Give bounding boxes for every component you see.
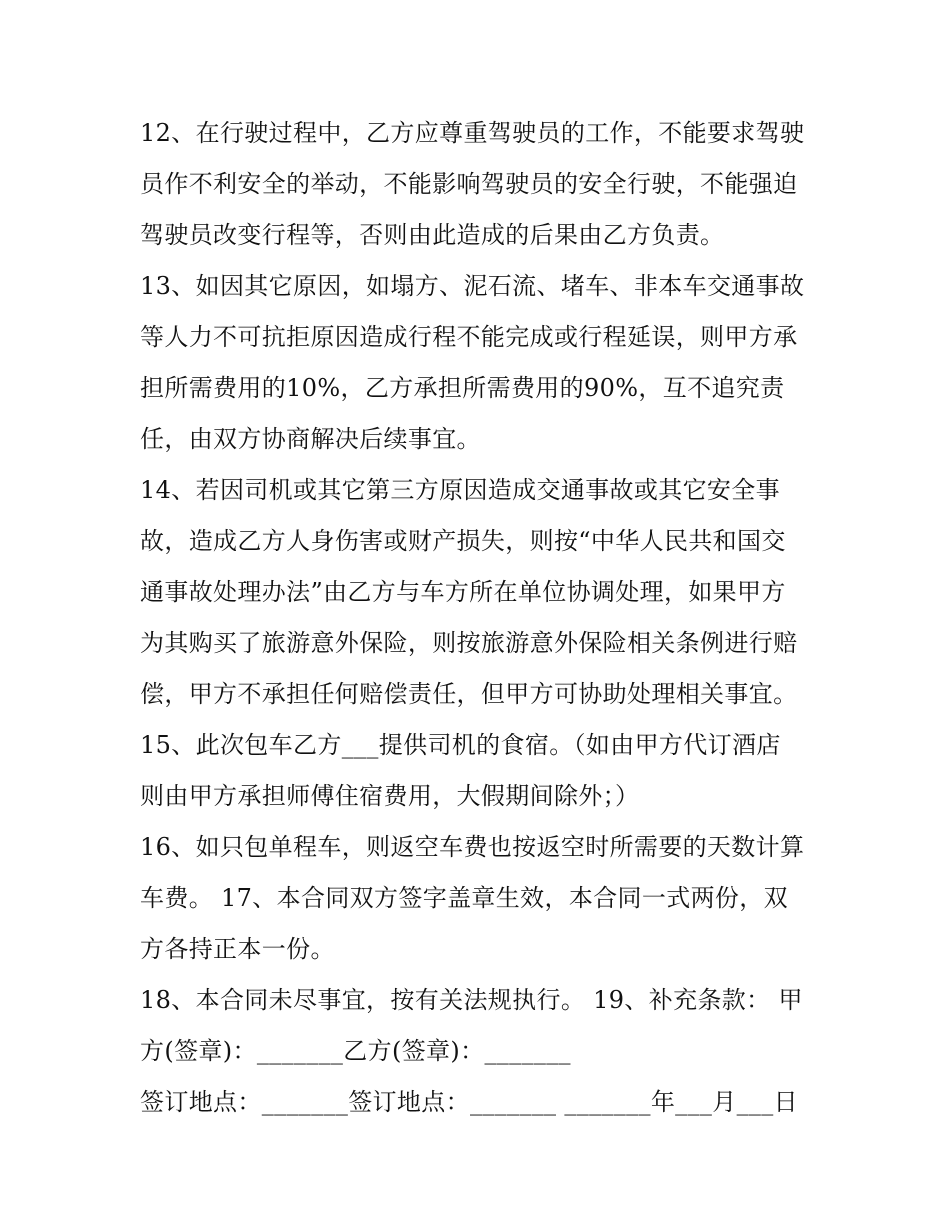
text-line-9: 故，造成乙方人身伤害或财产损失，则按“中华人民共和国交 [140, 527, 786, 555]
text-line-17: 方各持正本一份。 [140, 935, 335, 963]
text-line-15: 16、如只包单程车，则返空车费也按返空时所需要的天数计算 [140, 833, 805, 861]
document-page [140, 108, 820, 1128]
text-line-19: 方(签章)：_______乙方(签章)：_______ [140, 1037, 571, 1065]
text-line-3: 驾驶员改变行程等，否则由此造成的后果由乙方负责。 [140, 221, 725, 249]
text-line-4: 13、如因其它原因，如塌方、泥石流、堵车、非本车交通事故 [140, 272, 805, 300]
text-line-20: 签订地点：_______签订地点：_______ _______年___月___日 [140, 1088, 798, 1116]
text-line-11: 为其购买了旅游意外保险，则按旅游意外保险相关条例进行赔 [140, 629, 798, 657]
text-line-14: 则由甲方承担师傅住宿费用，大假期间除外；） [140, 782, 640, 810]
text-line-2: 员作不利安全的举动，不能影响驾驶员的安全行驶，不能强迫 [140, 170, 798, 198]
text-line-6: 担所需费用的10%，乙方承担所需费用的90%，互不追究责 [140, 374, 785, 402]
text-line-5: 等人力不可抗拒原因造成行程不能完成或行程延误，则甲方承 [140, 323, 798, 351]
text-line-16: 车费。 17、本合同双方签字盖章生效，本合同一式两份，双 [140, 884, 788, 912]
text-line-7: 任，由双方协商解决后续事宜。 [140, 425, 481, 453]
text-line-10: 通事故处理办法”由乙方与车方所在单位协调处理，如果甲方 [140, 578, 786, 606]
text-line-13: 15、此次包车乙方___提供司机的食宿。（如由甲方代订酒店 [140, 731, 781, 759]
text-line-1: 12、在行驶过程中，乙方应尊重驾驶员的工作，不能要求驾驶 [140, 119, 805, 147]
text-line-8: 14、若因司机或其它第三方原因造成交通事故或其它安全事 [140, 476, 780, 504]
text-line-18: 18、本合同未尽事宜，按有关法规执行。 19、补充条款： 甲 [140, 986, 803, 1014]
text-line-12: 偿，甲方不承担任何赔偿责任，但甲方可协助处理相关事宜。 [140, 680, 798, 708]
